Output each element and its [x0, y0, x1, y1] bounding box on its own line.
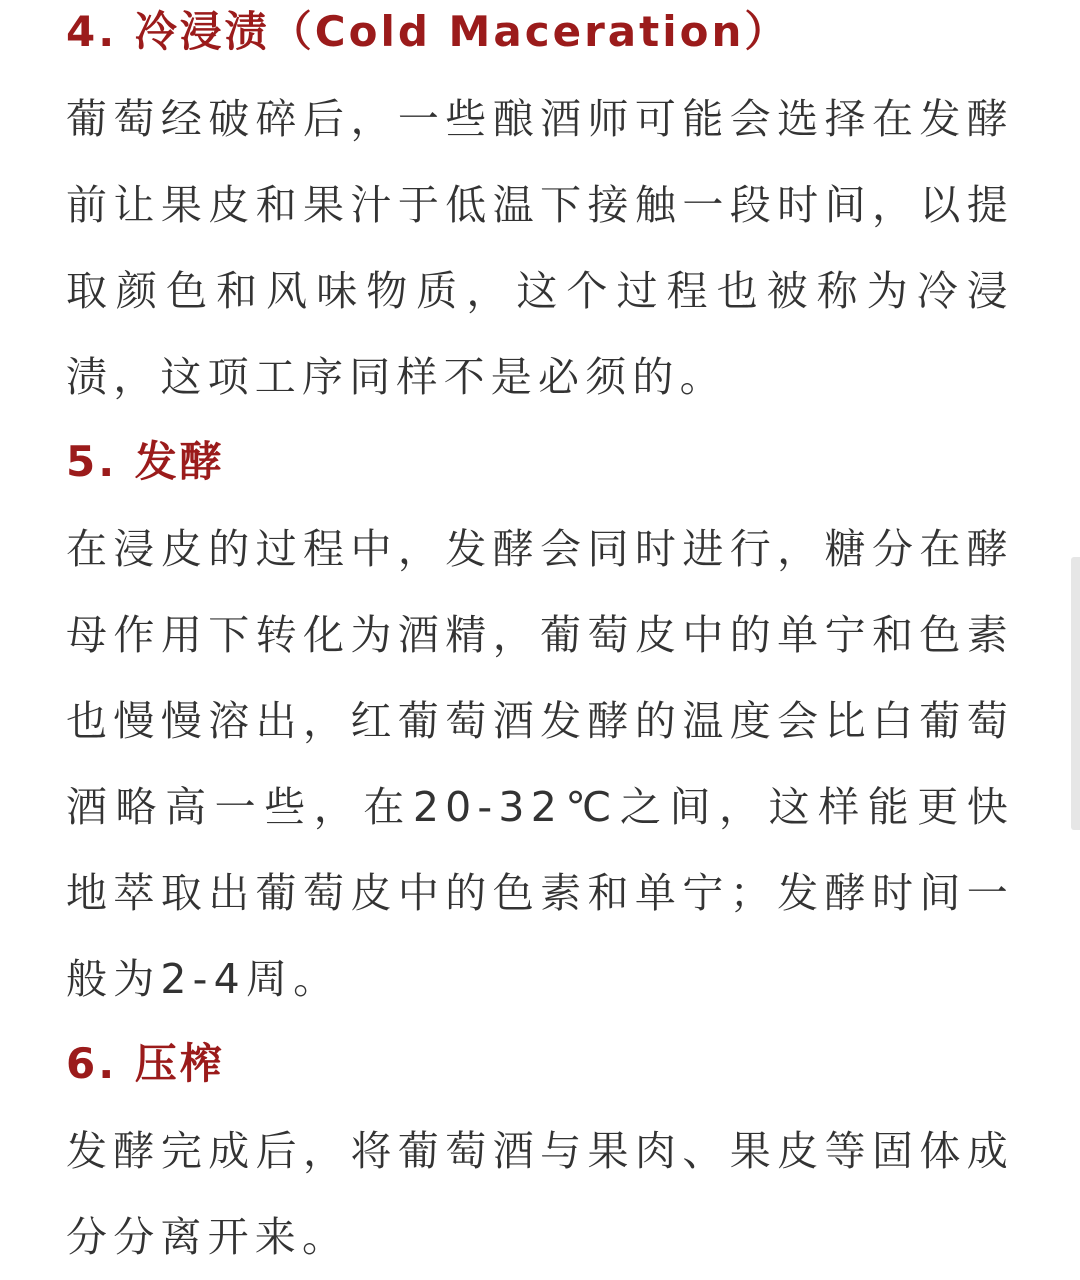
- section-body-cold-maceration: 葡萄经破碎后，一些酿酒师可能会选择在发酵前让果皮和果汁于低温下接触一段时间，以提取颜色和风味物质，这个过程也被称为冷浸渍，这项工序同样不是必须的。: [66, 95, 1014, 401]
- section-body-fermentation: 在浸皮的过程中，发酵会同时进行，糖分在酵母作用下转化为酒精，葡萄皮中的单宁和色素也慢慢溶出，红葡萄酒发酵的温度会比白葡萄酒略高一些，在20-32℃之间，这样能更快地萃取出葡萄皮中的色素和单宁；发酵时间一般为2-4周。: [66, 525, 1014, 1003]
- section-heading-pressing: 6. 压榨: [66, 1039, 225, 1088]
- section-heading-cold-maceration: 4. 冷浸渍（Cold Maceration）: [66, 7, 790, 56]
- scrollbar-thumb[interactable]: [1071, 557, 1080, 830]
- section-body-pressing: 发酵完成后，将葡萄酒与果肉、果皮等固体成分分离开来。: [66, 1127, 1014, 1261]
- section-heading-fermentation: 5. 发酵: [66, 437, 225, 486]
